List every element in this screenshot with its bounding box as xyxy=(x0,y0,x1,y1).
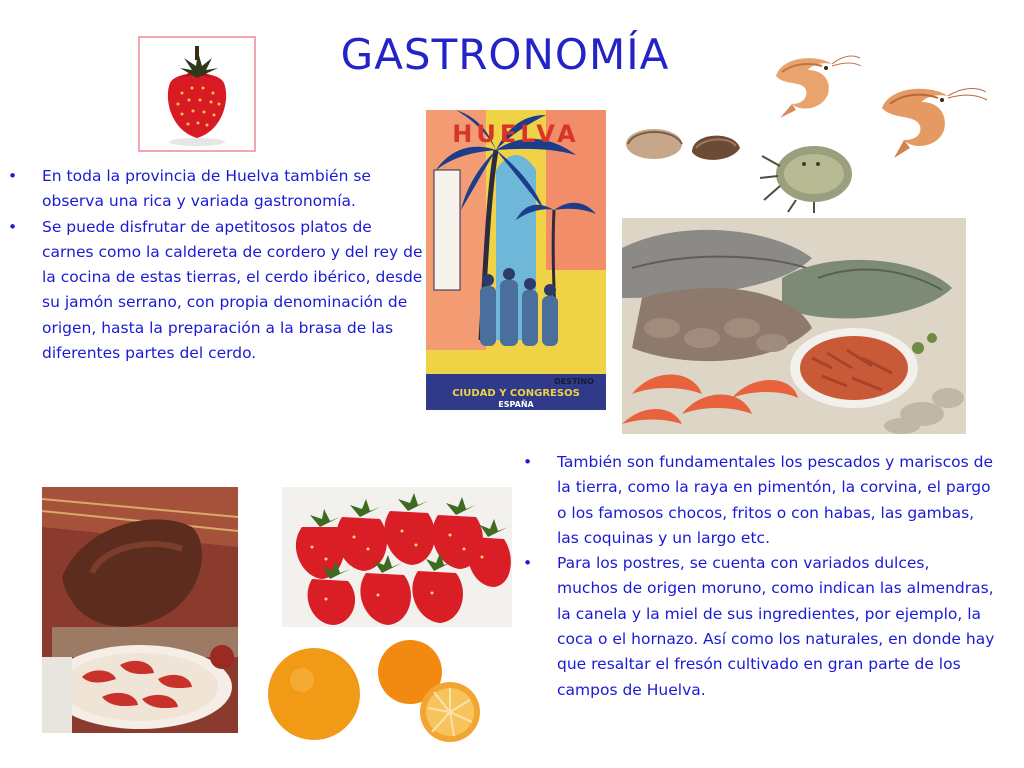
clams-image xyxy=(622,118,744,166)
strawberry-image xyxy=(138,36,256,152)
shrimp-image-1 xyxy=(762,46,862,126)
strawberries-image xyxy=(282,487,512,627)
shrimp-image-2 xyxy=(872,76,988,166)
left-bullet-list xyxy=(8,164,426,366)
left-bullet-2: • Se puede disfrutar de apetitosos platos de carnes como la caldereta de cordero y del rey de la cocina de estas tierras, el cerdo ibérico, desde su jamón serrano, con propia denominación de origen, hasta la preparación a la brasa de las diferentes partes del cerdo. xyxy=(8,215,426,367)
oranges-image xyxy=(262,636,498,748)
seafood-platter-image xyxy=(622,218,966,434)
jamon-image xyxy=(42,487,238,733)
huelva-poster-image xyxy=(426,110,606,410)
right-bullet-list xyxy=(523,450,995,703)
poster-line1: DESTINO xyxy=(554,377,594,386)
right-bullet-2: • Para los postres, se cuenta con variados dulces, muchos de origen moruno, como indican las almendras, la canela y la miel de sus ingredientes, por ejemplo, la coca o el hornazo. Así como los naturales, en donde hay que resaltar el fresón cultivado en gran parte de los campos de Huelva. xyxy=(523,551,995,703)
poster-title: HUELVA xyxy=(452,120,580,148)
left-bullet-1: • En toda la provincia de Huelva también se observa una rica y variada gastronomía. xyxy=(8,164,426,215)
right-bullet-1: • También son fundamentales los pescados y mariscos de la tierra, como la raya en pimentón, la corvina, el pargo o los famosos chocos, fritos o con habas, las gambas, las coquinas y un largo etc. xyxy=(523,450,995,551)
poster-line3: ESPAÑA xyxy=(498,400,534,409)
slide-title: GASTRONOMÍA xyxy=(340,30,670,79)
poster-line2: CIUDAD Y CONGRESOS xyxy=(452,388,580,399)
crab-image xyxy=(756,140,864,214)
